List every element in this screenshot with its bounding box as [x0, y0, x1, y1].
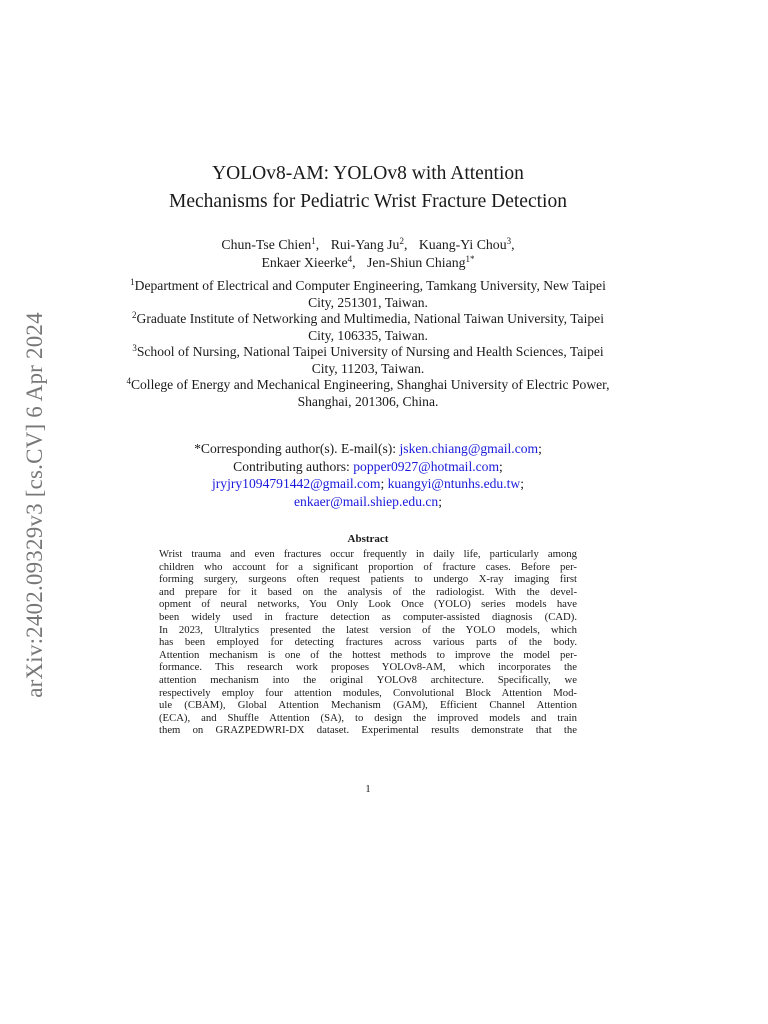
- affiliation-mark: 4: [126, 376, 131, 386]
- author: Kuang-Yi Chou$^3$,: [418, 236, 515, 252]
- affiliation: [120, 278, 616, 311]
- abstract-line: formance. This research work proposes YOLOv8-AM, which incorporates the: [159, 661, 577, 674]
- affiliation: [120, 311, 616, 344]
- contributing-label: Contributing authors:: [233, 458, 350, 474]
- title-line-1: YOLOv8-AM: YOLOv8 with Attention: [212, 163, 524, 184]
- contributing-line: Contributing authors: popper0927@hotmail.com;: [233, 458, 503, 474]
- affiliation-mark: 1: [130, 277, 135, 287]
- author-affil-mark: 2: [399, 236, 404, 246]
- author-affil-mark: 4: [347, 254, 353, 264]
- page-number: 1: [365, 783, 371, 795]
- author-name: Chun-Tse Chien: [221, 237, 312, 252]
- affiliation-text: School of Nursing, National Taipei University of Nursing and Health Sciences, Taipei City, 11203, Taiwan.: [136, 344, 604, 376]
- affiliation-text: Department of Electrical and Computer Engineering, Tamkang University, New Taipei City, 251301, Taiwan.: [134, 278, 606, 310]
- abstract-line: has been employed for detecting fractures across various parts of the body.: [159, 636, 577, 649]
- affiliation-text: College of Energy and Mechanical Engineering, Shanghai University of Electric Power, Shanghai, 201306, China.: [130, 377, 610, 409]
- contributing-line: jryjry1094791442@gmail.com; kuangyi@ntunhs.edu.tw;: [211, 476, 524, 491]
- author-name: Rui-Yang Ju: [330, 237, 400, 252]
- contributor-email-link[interactable]: enkaer@mail.shiep.edu.cn: [293, 493, 439, 509]
- abstract-heading: Abstract: [347, 533, 389, 545]
- author: Chun-Tse Chien$^1$,: [221, 236, 320, 252]
- author: [367, 255, 475, 270]
- author-line-1: [100, 236, 636, 254]
- affiliation: [120, 344, 616, 377]
- abstract-line: children who account for a significant proportion of fracture cases. Before per-: [159, 560, 577, 573]
- corresponding-label: *Corresponding author(s). E-mail(s):: [194, 441, 397, 456]
- abstract-line: In 2023, Ultralytics presented the latest version of the YOLO models, which: [159, 623, 577, 636]
- arxiv-side-stamp: [20, 312, 50, 698]
- affiliation-mark: 3: [132, 343, 137, 353]
- author: Enkaer Xieerke$^4$,: [261, 254, 356, 270]
- arxiv-identifier: arXiv:2402.09329v3 [cs.CV] 6 Apr 2024: [22, 312, 47, 698]
- affiliation: [120, 377, 616, 410]
- abstract-line: Attention mechanism is one of the hottest methods to improve the model per-: [159, 648, 577, 661]
- contributor-email-link[interactable]: popper0927@hotmail.com: [353, 458, 500, 474]
- abstract-line: been widely used in fracture detection as computer-assisted diagnosis (CAD).: [159, 610, 577, 623]
- abstract-line: and prepare for it based on the analysis of the radiologist. With the devel-: [159, 585, 577, 598]
- abstract-line: them on GRAZPEDWRI-DX dataset. Experimental results demonstrate that the: [159, 724, 577, 737]
- corresponding-line: *Corresponding author(s). E-mail(s): jsken.chiang@gmail.com;: [194, 441, 542, 456]
- contributor-email-link[interactable]: kuangyi@ntunhs.edu.tw: [387, 476, 521, 491]
- abstract-line: respectively employ four attention modules, Convolutional Block Attention Mod-: [159, 686, 577, 699]
- author-affil-mark: 3: [506, 236, 512, 246]
- author-affil-mark: 1: [311, 236, 316, 246]
- author-line-2: [100, 254, 636, 272]
- author-name: Kuang-Yi Chou: [418, 237, 507, 252]
- affiliation-mark: 2: [132, 310, 137, 320]
- affiliation-list: [120, 278, 616, 410]
- abstract-line: Wrist trauma and even fractures occur frequently in daily life, particularly among: [159, 548, 577, 560]
- abstract-line: ule (CBAM), Global Attention Mechanism (GAM), Efficient Channel Attention: [159, 699, 577, 712]
- title-line-2: Mechanisms for Pediatric Wrist Fracture Detection: [169, 191, 567, 212]
- author: Rui-Yang Ju$^2$,: [330, 236, 408, 252]
- author-list: [100, 236, 636, 272]
- affiliation-text: Graduate Institute of Networking and Multimedia, National Taiwan University, Taipei City, 106335, Taiwan.: [136, 311, 604, 343]
- corresponding-email-link[interactable]: jsken.chiang@gmail.com: [399, 441, 539, 456]
- contributing-line: enkaer@mail.shiep.edu.cn;: [293, 493, 443, 509]
- abstract-line: opment of neural networks, You Only Look Once (YOLO) series models have: [159, 598, 577, 611]
- abstract-line: attention mechanism into the original YOLOv8 architecture. Specifically, we: [159, 673, 577, 686]
- abstract-line: forming surgery, surgeons often request patients to undergo X-ray imaging first: [159, 573, 577, 586]
- correspondence-block: [100, 440, 636, 510]
- abstract-line: (ECA), and Shuffle Attention (SA), to design the improved models and train: [159, 711, 577, 724]
- paper-title: [100, 160, 636, 216]
- author-affil-mark: 1*: [465, 254, 475, 264]
- contributor-email-link[interactable]: jryjry1094791442@gmail.com: [211, 476, 381, 491]
- author-name: Enkaer Xieerke: [261, 255, 348, 270]
- abstract-body: [159, 548, 577, 737]
- author-name: Jen-Shiun Chiang: [367, 255, 466, 270]
